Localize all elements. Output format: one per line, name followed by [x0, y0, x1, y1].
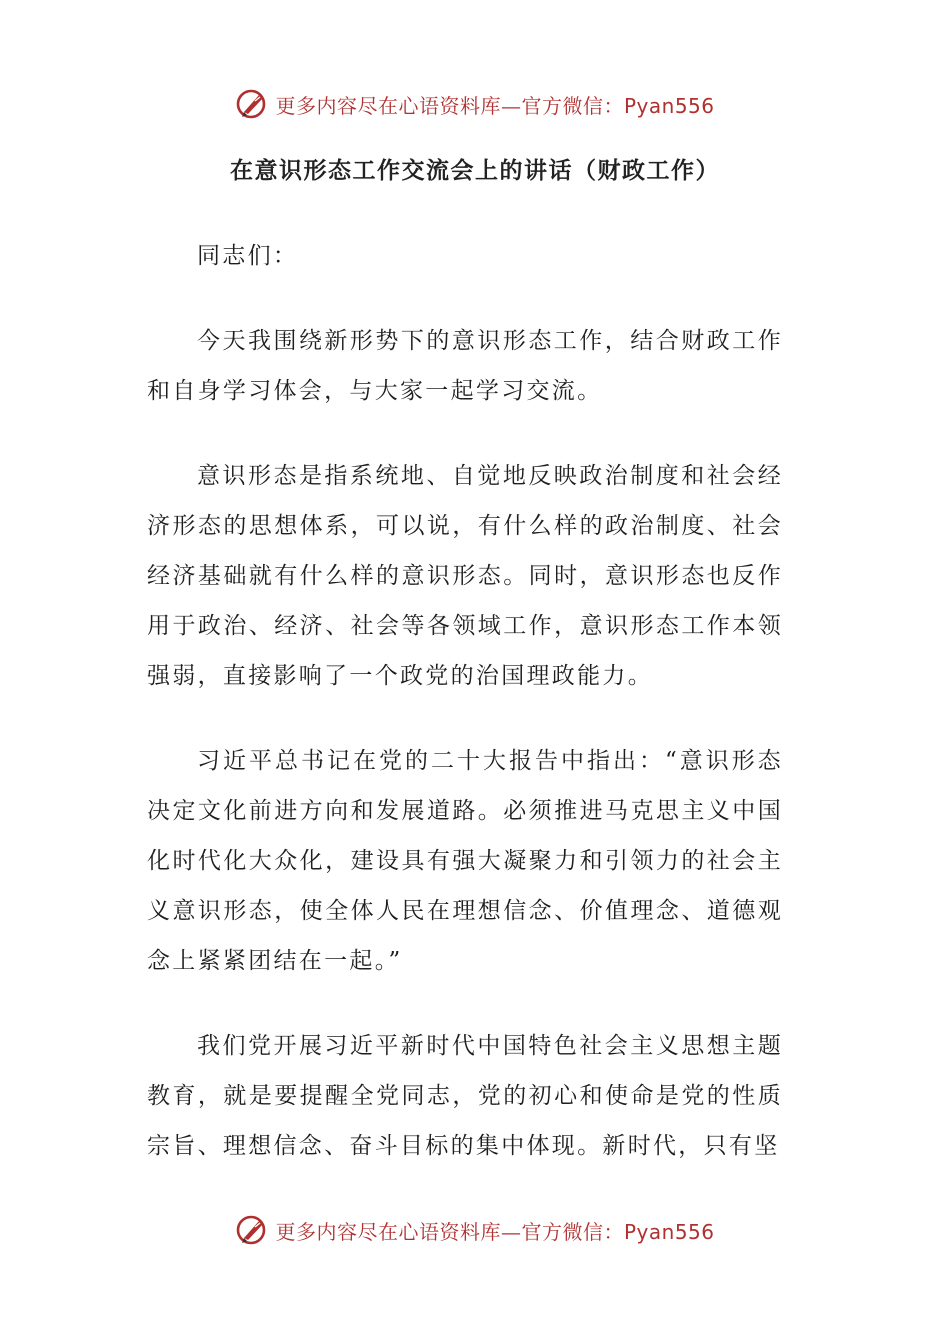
- body-paragraph: 我们党开展习近平新时代中国特色社会主义思想主题教育，就是要提醒全党同志，党的初心和使命是党的性质宗旨、理想信念、奋斗目标的集中体现。新时代，只有坚: [147, 1033, 783, 1159]
- banner-wechat-id: Pyan556: [623, 1219, 715, 1244]
- pen-logo-icon: [235, 1213, 269, 1247]
- pen-logo-icon: [235, 87, 269, 121]
- document-body: [147, 231, 783, 1206]
- banner-slogan: 更多内容尽在心语资料库: [275, 1219, 501, 1244]
- banner-wechat-id: Pyan556: [623, 93, 715, 118]
- banner-slogan: 更多内容尽在心语资料库: [275, 93, 501, 118]
- banner-text: [275, 1216, 714, 1245]
- banner-dash: —: [500, 1219, 522, 1244]
- banner-contact-label: 官方微信：: [521, 93, 624, 118]
- document-title: 在意识形态工作交流会上的讲话（财政工作）: [230, 157, 720, 184]
- banner-dash: —: [500, 93, 522, 118]
- body-paragraph: 习近平总书记在党的二十大报告中指出：“意识形态决定文化前进方向和发展道路。必须推进马克思主义中国化时代化大众化，建设具有强大凝聚力和引领力的社会主义意识形态，使全体人民在理想信念、价值理念、道德观念上紧紧团结在一起。”: [147, 748, 783, 974]
- body-paragraph: 意识形态是指系统地、自觉地反映政治制度和社会经济形态的思想体系，可以说，有什么样的政治制度、社会经济基础就有什么样的意识形态。同时，意识形态也反作用于政治、经济、社会等各领域工作，意识形态工作本领强弱，直接影响了一个政党的治国理政能力。: [147, 463, 783, 689]
- body-paragraph: 今天我围绕新形势下的意识形态工作，结合财政工作和自身学习体会，与大家一起学习交流。: [147, 328, 783, 404]
- greeting-paragraph: 同志们：: [197, 243, 299, 269]
- footer-watermark-banner: [0, 1208, 950, 1252]
- banner-text: [275, 90, 714, 119]
- header-watermark-banner: [0, 82, 950, 126]
- banner-contact-label: 官方微信：: [521, 1219, 624, 1244]
